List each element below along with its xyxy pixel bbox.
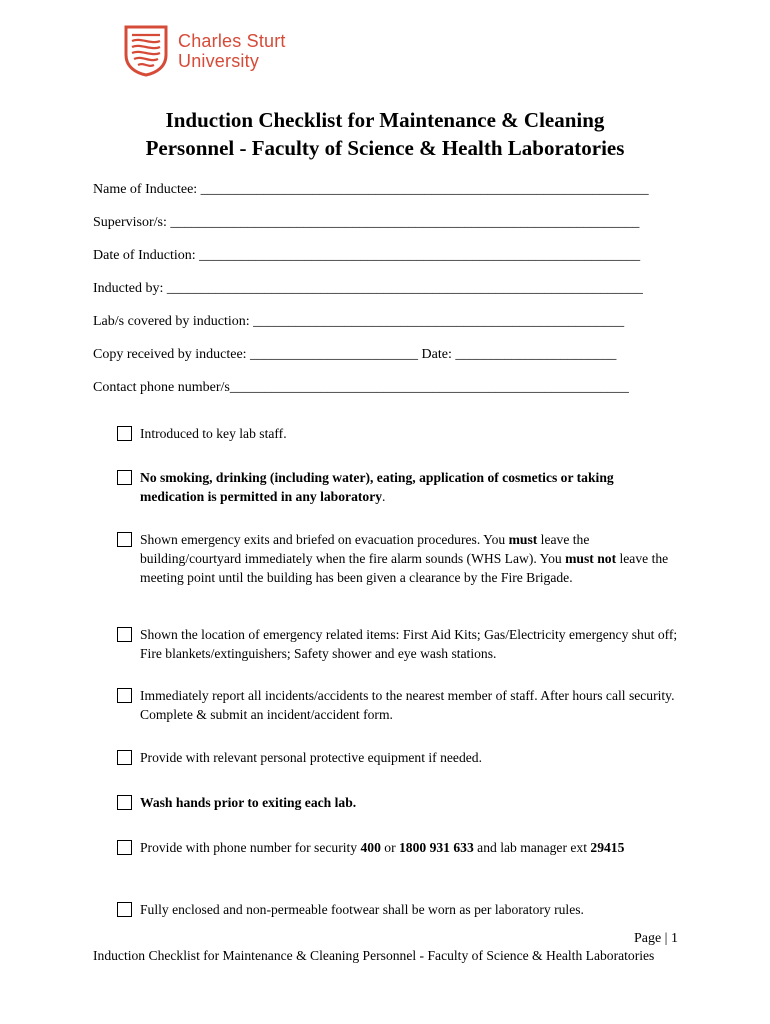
checkbox[interactable] (117, 532, 132, 547)
checkbox[interactable] (117, 688, 132, 703)
inductee-details (93, 180, 673, 411)
item-text: Introduced to key lab staff. (140, 426, 287, 441)
checkbox[interactable] (117, 795, 132, 810)
item-text: Provide with phone number for security 400 or 1800 931 633 and lab manager ext 29415 (140, 840, 625, 855)
field-contact-phone[interactable]: Contact phone number/s_________________________________________________________ (93, 380, 629, 395)
checkbox[interactable] (117, 627, 132, 642)
page-number: Page | 1 (633, 931, 678, 946)
logo-line-1: Charles Sturt (178, 31, 286, 51)
checklist-item (117, 625, 682, 663)
document-title (0, 106, 770, 162)
checkbox[interactable] (117, 426, 132, 441)
checkbox[interactable] (117, 840, 132, 855)
checkbox[interactable] (117, 902, 132, 917)
title-line-2: Personnel - Faculty of Science & Health Laboratories (145, 136, 625, 160)
item-text: Fully enclosed and non-permeable footwear shall be worn as per laboratory rules. (140, 902, 584, 917)
field-inducted-by[interactable]: Inducted by: ____________________________________________________________________ (93, 281, 643, 296)
item-text: Immediately report all incidents/accidents to the nearest member of staff. After hours call security. Complete & submit an incident/accident form. (140, 688, 675, 722)
checklist-item (117, 468, 682, 506)
field-labs-covered[interactable]: Lab/s covered by induction: _____________________________________________________ (93, 314, 625, 329)
checklist-item (117, 793, 682, 812)
title-line-1: Induction Checklist for Maintenance & Cleaning (165, 108, 605, 132)
logo-wordmark (178, 31, 286, 71)
item-text: Shown the location of emergency related items: First Aid Kits; Gas/Electricity emergency shut off; Fire blankets/extinguishers; Safety shower and eye wash stations. (140, 627, 678, 661)
csu-crest-icon (124, 25, 168, 77)
item-text: Provide with relevant personal protective equipment if needed. (140, 750, 482, 765)
logo-line-2: University (178, 51, 260, 71)
checklist-item (117, 530, 682, 587)
field-name-of-inductee[interactable]: Name of Inductee: ________________________________________________________________ (93, 182, 649, 197)
footer-text: Induction Checklist for Maintenance & Cleaning Personnel - Faculty of Science & Health Laboratories (93, 948, 655, 963)
checklist-item (117, 748, 682, 767)
field-supervisors[interactable]: Supervisor/s: ___________________________________________________________________ (93, 215, 640, 230)
item-text: Shown emergency exits and briefed on evacuation procedures. You must leave the building/courtyard immediately when the fire alarm sounds (WHS Law). You must not leave the meeting point until the building has been given a clearance by the Fire Brigade. (140, 532, 669, 585)
checkbox[interactable] (117, 470, 132, 485)
item-text: Wash hands prior to exiting each lab. (140, 795, 357, 810)
checkbox[interactable] (117, 750, 132, 765)
university-logo (124, 25, 286, 77)
checklist-item (117, 686, 682, 724)
checklist-item (117, 424, 682, 443)
item-text: No smoking, drinking (including water), eating, application of cosmetics or taking medication is permitted in any laboratory. (140, 470, 614, 504)
field-copy-received-date[interactable]: Copy received by inductee: ________________________ Date: _______________________ (93, 347, 617, 362)
checklist-item (117, 838, 682, 857)
checklist-item (117, 900, 682, 919)
field-date-of-induction[interactable]: Date of Induction: _______________________________________________________________ (93, 248, 641, 263)
